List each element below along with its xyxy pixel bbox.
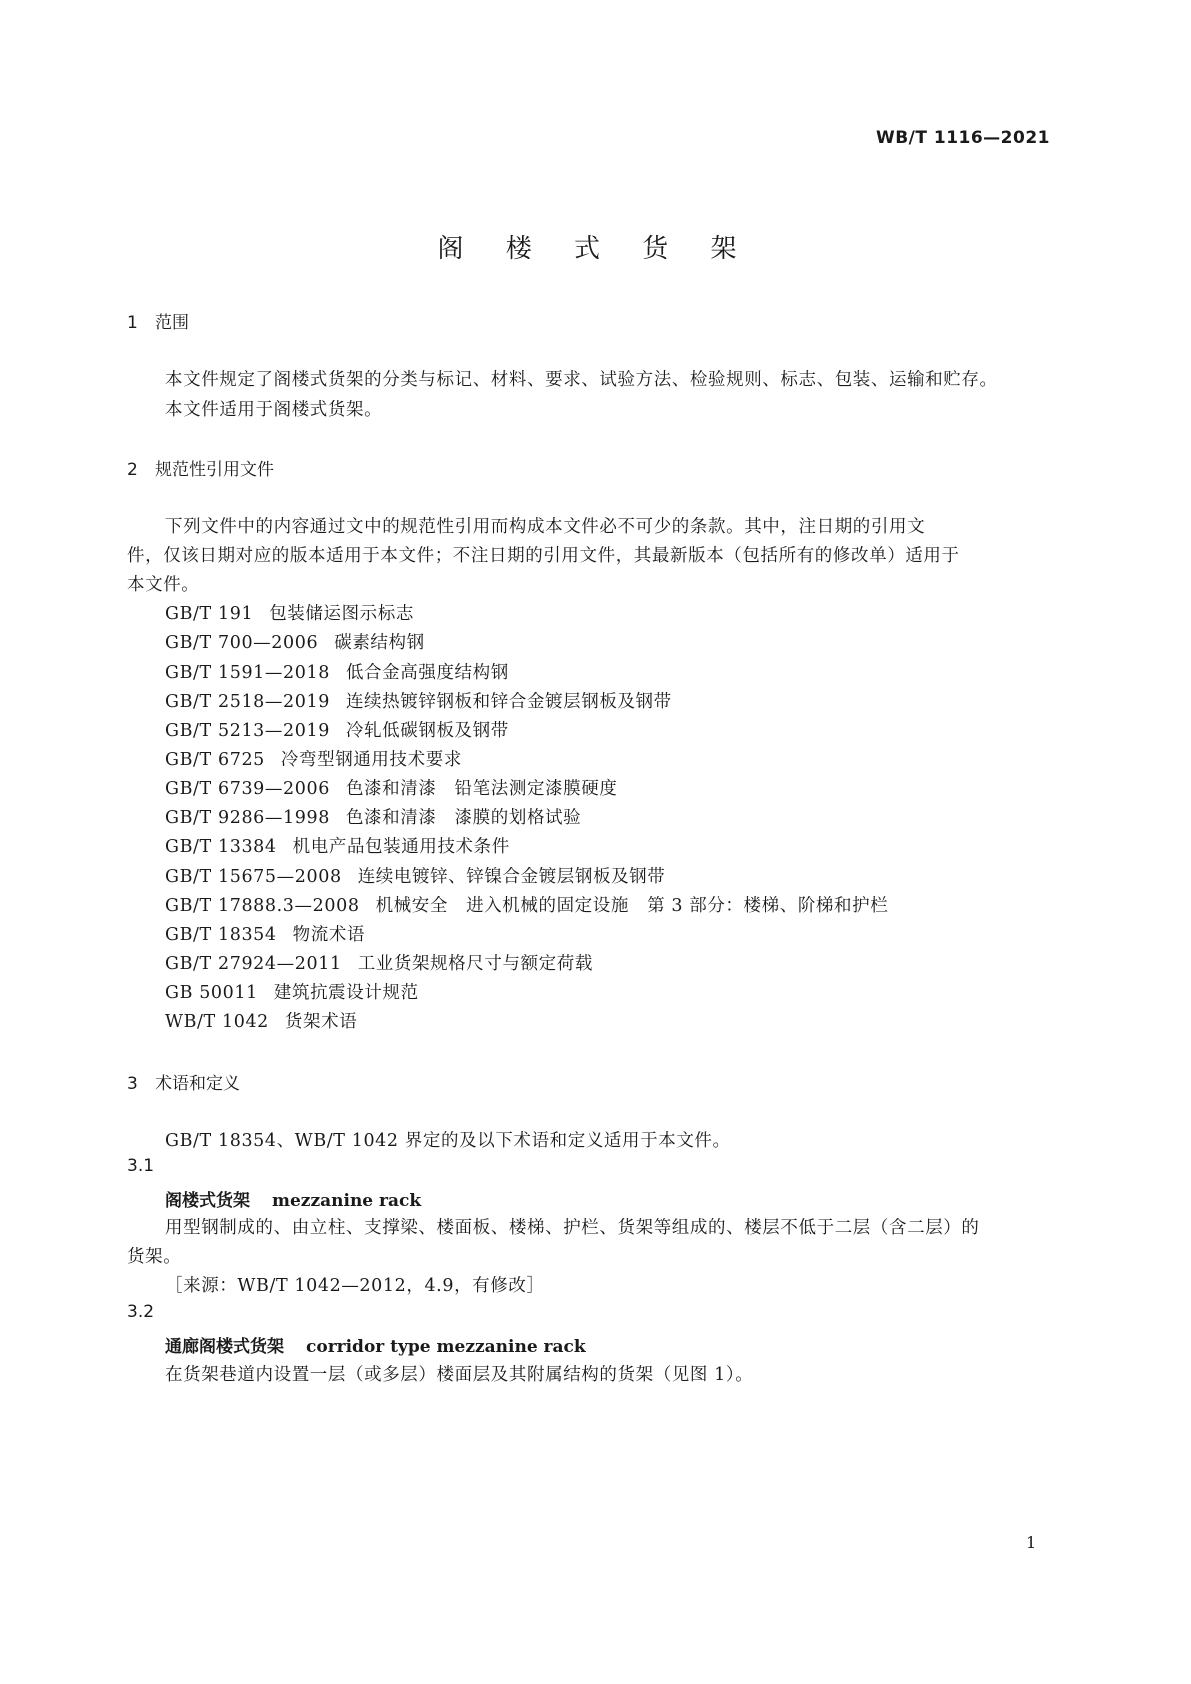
clause-number: 3.1 bbox=[127, 1156, 155, 1176]
section-number: 3 bbox=[127, 1074, 138, 1094]
section-3-heading bbox=[127, 1069, 240, 1094]
reference-item: GB/T 9286—1998 色漆和清漆 漆膜的划格试验 bbox=[165, 808, 582, 828]
reference-item: GB/T 700—2006 碳素结构钢 bbox=[165, 633, 425, 653]
reference-item: GB 50011 建筑抗震设计规范 bbox=[165, 983, 419, 1003]
reference-item: GB/T 18354 物流术语 bbox=[165, 925, 366, 945]
clause-number: 3.2 bbox=[127, 1302, 155, 1322]
reference-item: GB/T 17888.3—2008 机械安全 进入机械的固定设施 第 3 部分：楼梯、阶梯和护栏 bbox=[165, 896, 889, 916]
reference-item: GB/T 6725 冷弯型钢通用技术要求 bbox=[165, 750, 462, 770]
section-title: 术语和定义 bbox=[155, 1074, 240, 1094]
source-note: ［来源：WB/T 1042—2012，4.9，有修改］ bbox=[165, 1276, 545, 1296]
definition-line: 用型钢制成的、由立柱、支撑梁、楼面板、楼梯、护栏、货架等组成的、楼层不低于二层（含二层）的 bbox=[165, 1218, 980, 1238]
reference-item: GB/T 27924—2011 工业货架规格尺寸与额定荷载 bbox=[165, 954, 593, 974]
section-1-heading bbox=[127, 308, 189, 333]
section-title: 范围 bbox=[155, 313, 189, 333]
standard-code: WB/T 1116—2021 bbox=[875, 128, 1050, 148]
page-number: 1 bbox=[1026, 1533, 1037, 1552]
reference-item: GB/T 191 包装储运图示标志 bbox=[165, 604, 414, 624]
section-title: 规范性引用文件 bbox=[155, 460, 274, 480]
section-number: 1 bbox=[127, 313, 138, 333]
reference-item: GB/T 2518—2019 连续热镀锌钢板和锌合金镀层钢板及钢带 bbox=[165, 692, 672, 712]
reference-item: GB/T 6739—2006 色漆和清漆 铅笔法测定漆膜硬度 bbox=[165, 779, 618, 799]
paragraph-line: 本文件。 bbox=[127, 575, 200, 595]
definition-line: 在货架巷道内设置一层（或多层）楼面层及其附属结构的货架（见图 1）。 bbox=[165, 1365, 754, 1385]
reference-item: WB/T 1042 货架术语 bbox=[165, 1012, 358, 1032]
reference-item: GB/T 13384 机电产品包装通用技术条件 bbox=[165, 837, 510, 857]
paragraph-line: 下列文件中的内容通过文中的规范性引用而构成本文件必不可少的条款。其中，注日期的引用文 bbox=[165, 517, 926, 537]
section-2-heading bbox=[127, 455, 274, 480]
section-number: 2 bbox=[127, 460, 138, 480]
paragraph: 本文件规定了阁楼式货架的分类与标记、材料、要求、试验方法、检验规则、标志、包装、运输和贮存。 bbox=[165, 370, 998, 390]
paragraph: 本文件适用于阁楼式货架。 bbox=[165, 400, 383, 420]
document-title: 阁 楼 式 货 架 bbox=[437, 234, 754, 264]
term-english: corridor type mezzanine rack bbox=[306, 1337, 586, 1357]
paragraph: GB/T 18354、WB/T 1042 界定的及以下术语和定义适用于本文件。 bbox=[165, 1131, 731, 1151]
definition-line: 货架。 bbox=[127, 1247, 182, 1267]
paragraph-line: 件，仅该日期对应的版本适用于本文件；不注日期的引用文件，其最新版本（包括所有的修改单）适用于 bbox=[127, 546, 960, 566]
term-heading bbox=[165, 1332, 586, 1357]
reference-item: GB/T 15675—2008 连续电镀锌、锌镍合金镀层钢板及钢带 bbox=[165, 867, 666, 887]
term-english: mezzanine rack bbox=[272, 1191, 422, 1211]
term-chinese: 通廊阁楼式货架 bbox=[165, 1337, 284, 1357]
reference-item: GB/T 1591—2018 低合金高强度结构钢 bbox=[165, 663, 509, 683]
reference-item: GB/T 5213—2019 冷轧低碳钢板及钢带 bbox=[165, 721, 509, 741]
term-heading bbox=[165, 1186, 421, 1211]
term-chinese: 阁楼式货架 bbox=[165, 1191, 250, 1211]
